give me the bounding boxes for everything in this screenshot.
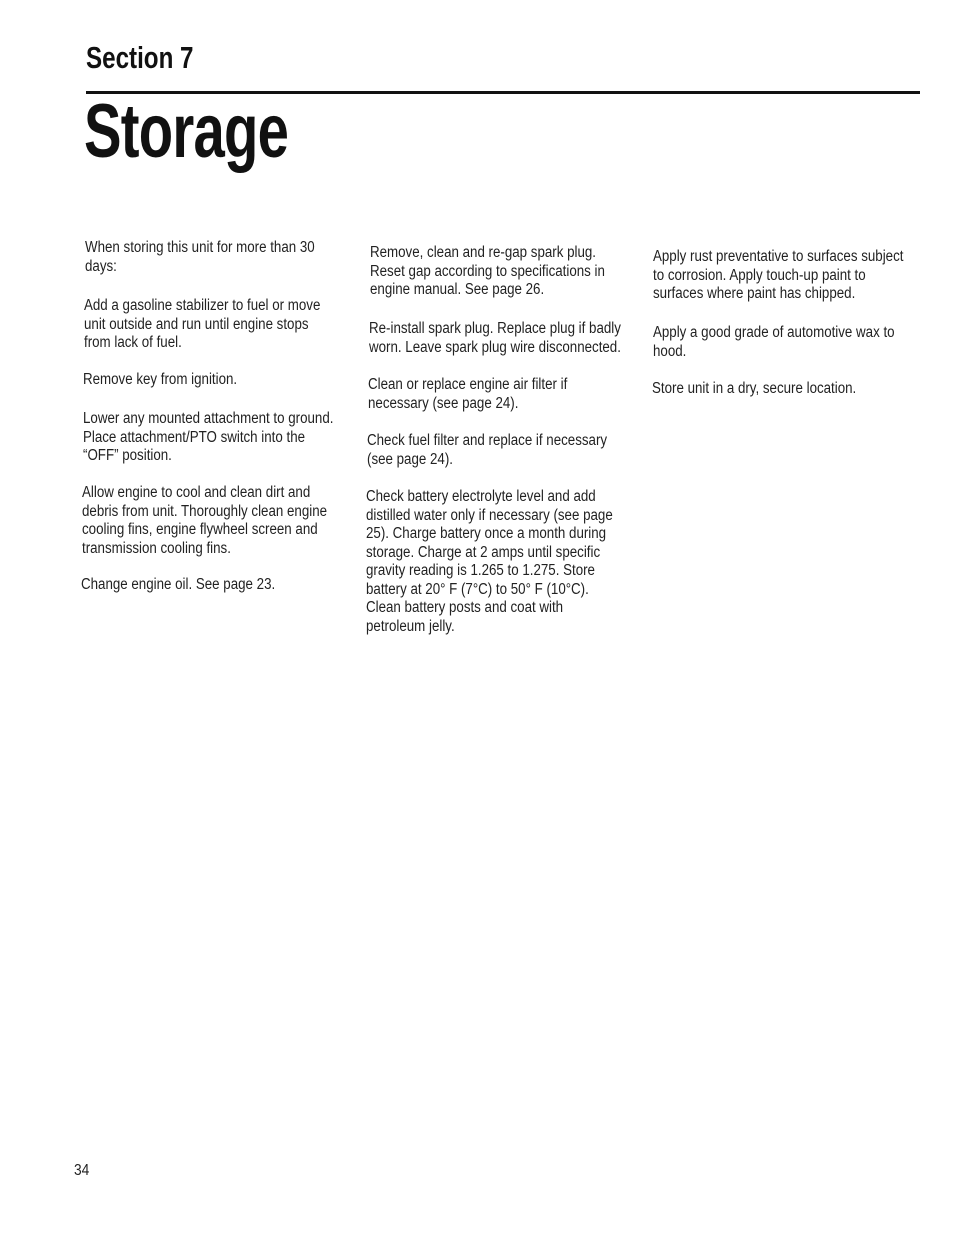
page-title: Storage [84, 89, 289, 174]
section-label: Section 7 [86, 40, 194, 75]
paragraph: Change engine oil. See page 23. [81, 576, 276, 593]
paragraph: Apply rust preventative to surfaces subject to corrosion. Apply touch-up paint to surfaces where paint has chipped. [653, 248, 904, 302]
paragraph: Store unit in a dry, secure location. [652, 380, 857, 397]
paragraph: Lower any mounted attachment to ground. Place attachment/PTO switch into the “OFF” position. [83, 410, 334, 464]
paragraph: Check battery electrolyte level and add distilled water only if necessary (see page 25). Charge battery once a month during storage. Charge at 2 amps until specific gravity reading is 1.265 to 1.275. Store battery at 20° F (7°C) to 50° F (10°C). Clean battery posts and coat with petroleum jelly. [366, 488, 613, 635]
paragraph: Allow engine to cool and clean dirt and debris from unit. Thoroughly clean engine cooling fins, engine flywheel screen and transmission cooling fins. [82, 484, 328, 557]
page-number: 34 [74, 1162, 90, 1179]
paragraph: Check fuel filter and replace if necessary (see page 24). [367, 432, 608, 468]
paragraph: Clean or replace engine air filter if necessary (see page 24). [368, 376, 568, 412]
paragraph: When storing this unit for more than 30 days: [85, 239, 315, 275]
paragraph: Remove key from ignition. [83, 371, 238, 388]
paragraph: Add a gasoline stabilizer to fuel or move unit outside and run until engine stops from lack of fuel. [84, 297, 321, 351]
paragraph: Re-install spark plug. Replace plug if badly worn. Leave spark plug wire disconnected. [369, 320, 621, 356]
paragraph: Apply a good grade of automotive wax to hood. [653, 324, 895, 360]
paragraph: Remove, clean and re-gap spark plug. Reset gap according to specifications in engine manual. See page 26. [370, 244, 605, 298]
